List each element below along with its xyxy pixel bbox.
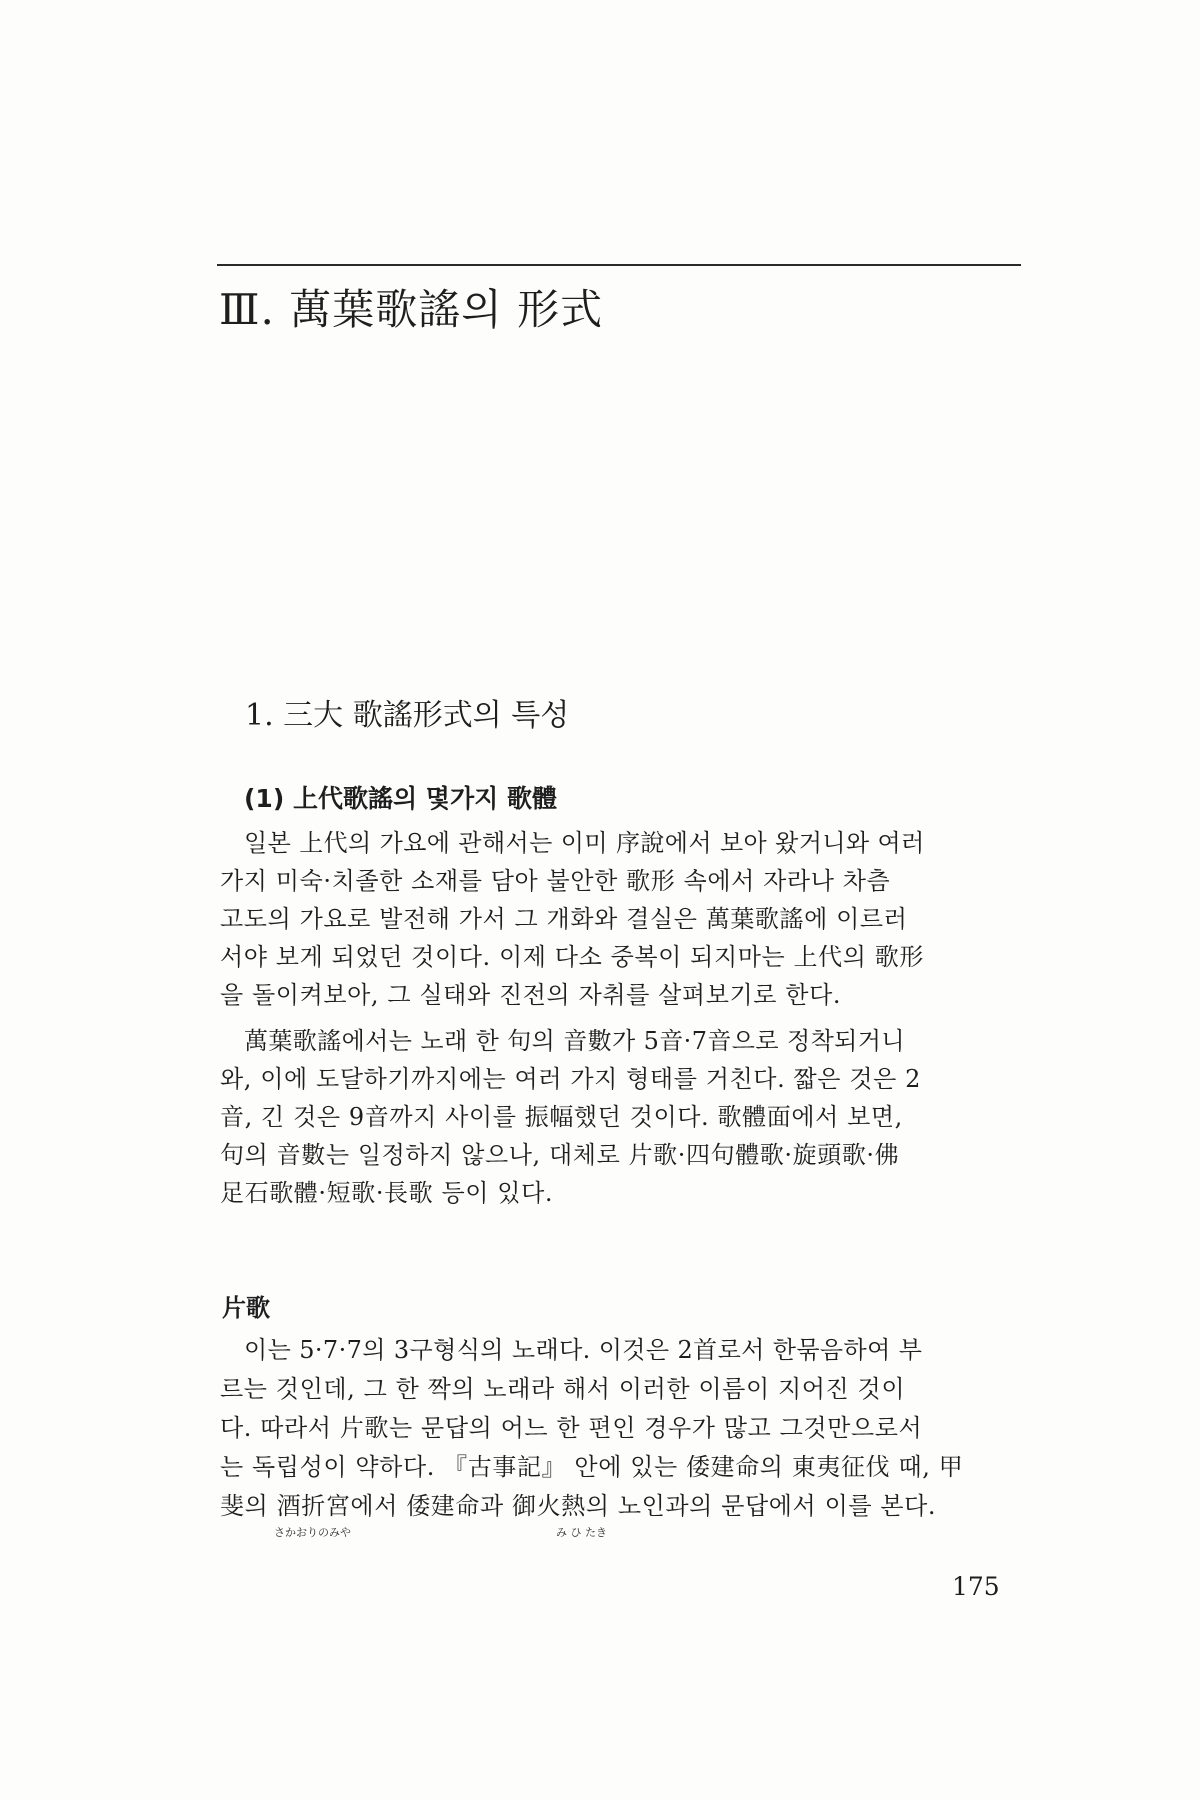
section-heading: 1. 三大 歌謠形式의 특성 [245,698,570,733]
subsection-heading: (1) 上代歌謠의 몇가지 歌體 [244,784,557,813]
page-number: 175 [952,1572,1000,1601]
chapter-title: Ⅲ. 萬葉歌謠의 形式 [219,285,604,334]
katauta-heading: 片歌 [222,1293,270,1322]
ruby-mihitaki: み ひ たき [556,1526,607,1539]
paragraph-1-line-1: 일본 上代의 가요에 관해서는 이미 序說에서 보아 왔거니와 여러 [244,829,925,857]
paragraph-3-line-5: 斐의 酒折宮에서 倭建命과 御火熱의 노인과의 문답에서 이를 본다. [220,1492,937,1520]
paragraph-2-line-3: 音, 긴 것은 9音까지 사이를 振幅했던 것이다. 歌體面에서 보면, [220,1103,903,1131]
ruby-sakaori: さかおりのみや [274,1526,351,1539]
paragraph-3-line-3: 다. 따라서 片歌는 문답의 어느 한 편인 경우가 많고 그것만으로서 [220,1414,923,1442]
paragraph-1-line-5: 을 돌이켜보아, 그 실태와 진전의 자취를 살펴보기로 한다. [220,981,842,1009]
paragraph-3-line-4: 는 독립성이 약하다. 『古事記』 안에 있는 倭建命의 東夷征伐 때, 甲 [220,1453,964,1481]
paragraph-1-line-2: 가지 미숙·치졸한 소재를 담아 불안한 歌形 속에서 자라나 차츰 [220,867,891,895]
paragraph-2-line-1: 萬葉歌謠에서는 노래 한 句의 音數가 5音·7音으로 정착되거니 [244,1027,905,1055]
paragraph-3-line-2: 르는 것인데, 그 한 짝의 노래라 해서 이러한 이름이 지어진 것이 [220,1375,906,1403]
paragraph-2-line-4: 句의 音數는 일정하지 않으나, 대체로 片歌·四句體歌·旋頭歌·佛 [220,1141,900,1169]
paragraph-3-line-1: 이는 5·7·7의 3구형식의 노래다. 이것은 2首로서 한묶음하여 부 [244,1336,923,1364]
paragraph-1-line-4: 서야 보게 되었던 것이다. 이제 다소 중복이 되지마는 上代의 歌形 [220,943,924,971]
chapter-rule [217,264,1021,266]
paragraph-2-line-5: 足石歌體·短歌·長歌 등이 있다. [220,1179,554,1207]
paragraph-1-line-3: 고도의 가요로 발전해 가서 그 개화와 결실은 萬葉歌謠에 이르러 [220,905,908,933]
paragraph-2-line-2: 와, 이에 도달하기까지에는 여러 가지 형태를 거친다. 짧은 것은 2 [220,1065,921,1093]
